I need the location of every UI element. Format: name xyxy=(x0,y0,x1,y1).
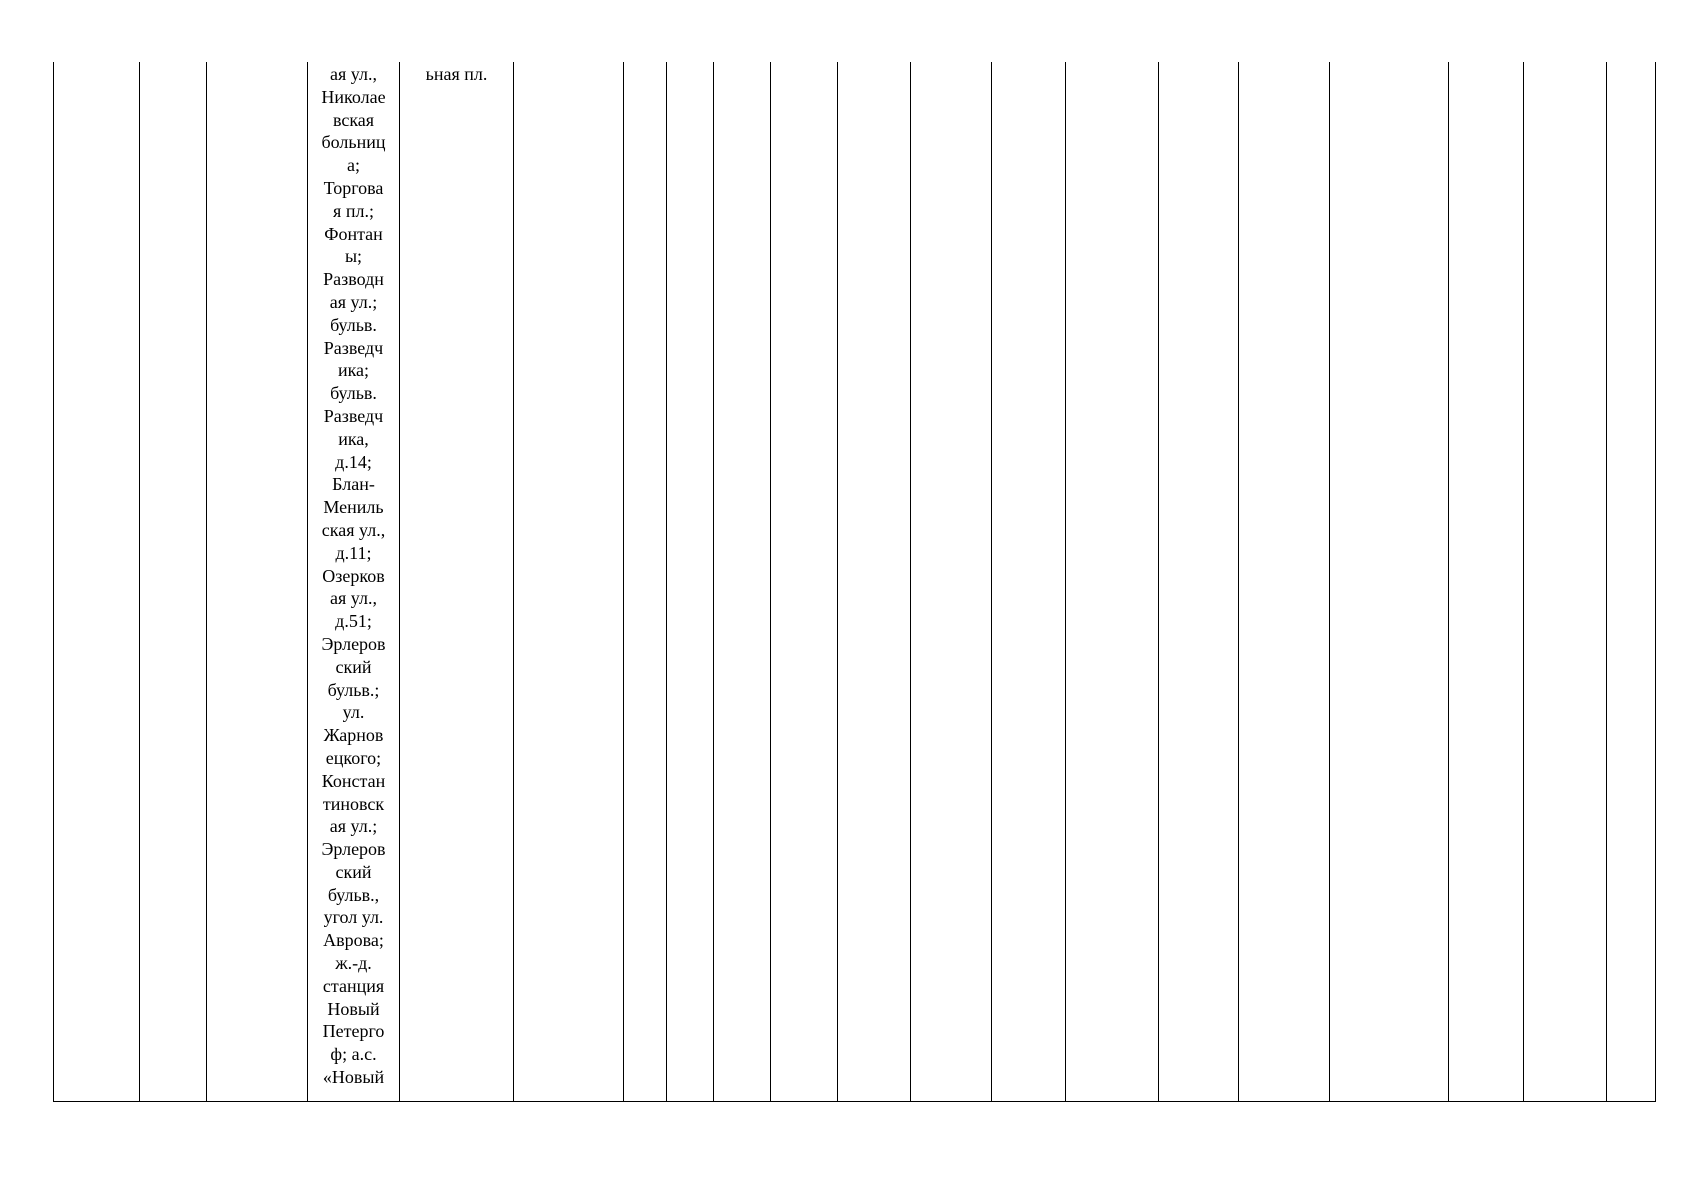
table-row xyxy=(54,62,1656,1102)
table-cell xyxy=(207,62,308,1102)
table-cell xyxy=(771,62,838,1102)
table-cell xyxy=(667,62,714,1102)
table-cell xyxy=(1449,62,1524,1102)
table-cell xyxy=(1330,62,1449,1102)
end-point-text: ьная пл. xyxy=(425,64,488,84)
table-cell xyxy=(1524,62,1607,1102)
table-cell xyxy=(838,62,911,1102)
table-cell xyxy=(714,62,771,1102)
table-cell xyxy=(992,62,1066,1102)
stops-list-text: ая ул., Николае вская больниц а; Торгова я пл.; Фонтан ы; Разводн ая ул.; бульв. Разведч ика; бульв. Разведч ика, д.14; Блан- Мениль ская ул., д.11; Озерков ая ул., д.51; Эрлеров ский бульв.; ул. Жарнов ецкого; Констан тиновск ая ул.; Эрлеров ский бульв., угол ул. Аврова; ж.-д. станция Новый Петерго ф; а.с. «Новый xyxy=(321,64,386,1088)
stops-list-cell xyxy=(308,62,400,1102)
end-point-cell xyxy=(400,62,514,1102)
table-cell xyxy=(514,62,624,1102)
route-table xyxy=(53,62,1656,1102)
table-cell xyxy=(911,62,992,1102)
table-cell xyxy=(1066,62,1159,1102)
table-cell xyxy=(54,62,140,1102)
table-cell xyxy=(1239,62,1330,1102)
table-cell xyxy=(624,62,667,1102)
table-cell xyxy=(1159,62,1239,1102)
table-cell xyxy=(140,62,207,1102)
table-cell xyxy=(1607,62,1656,1102)
